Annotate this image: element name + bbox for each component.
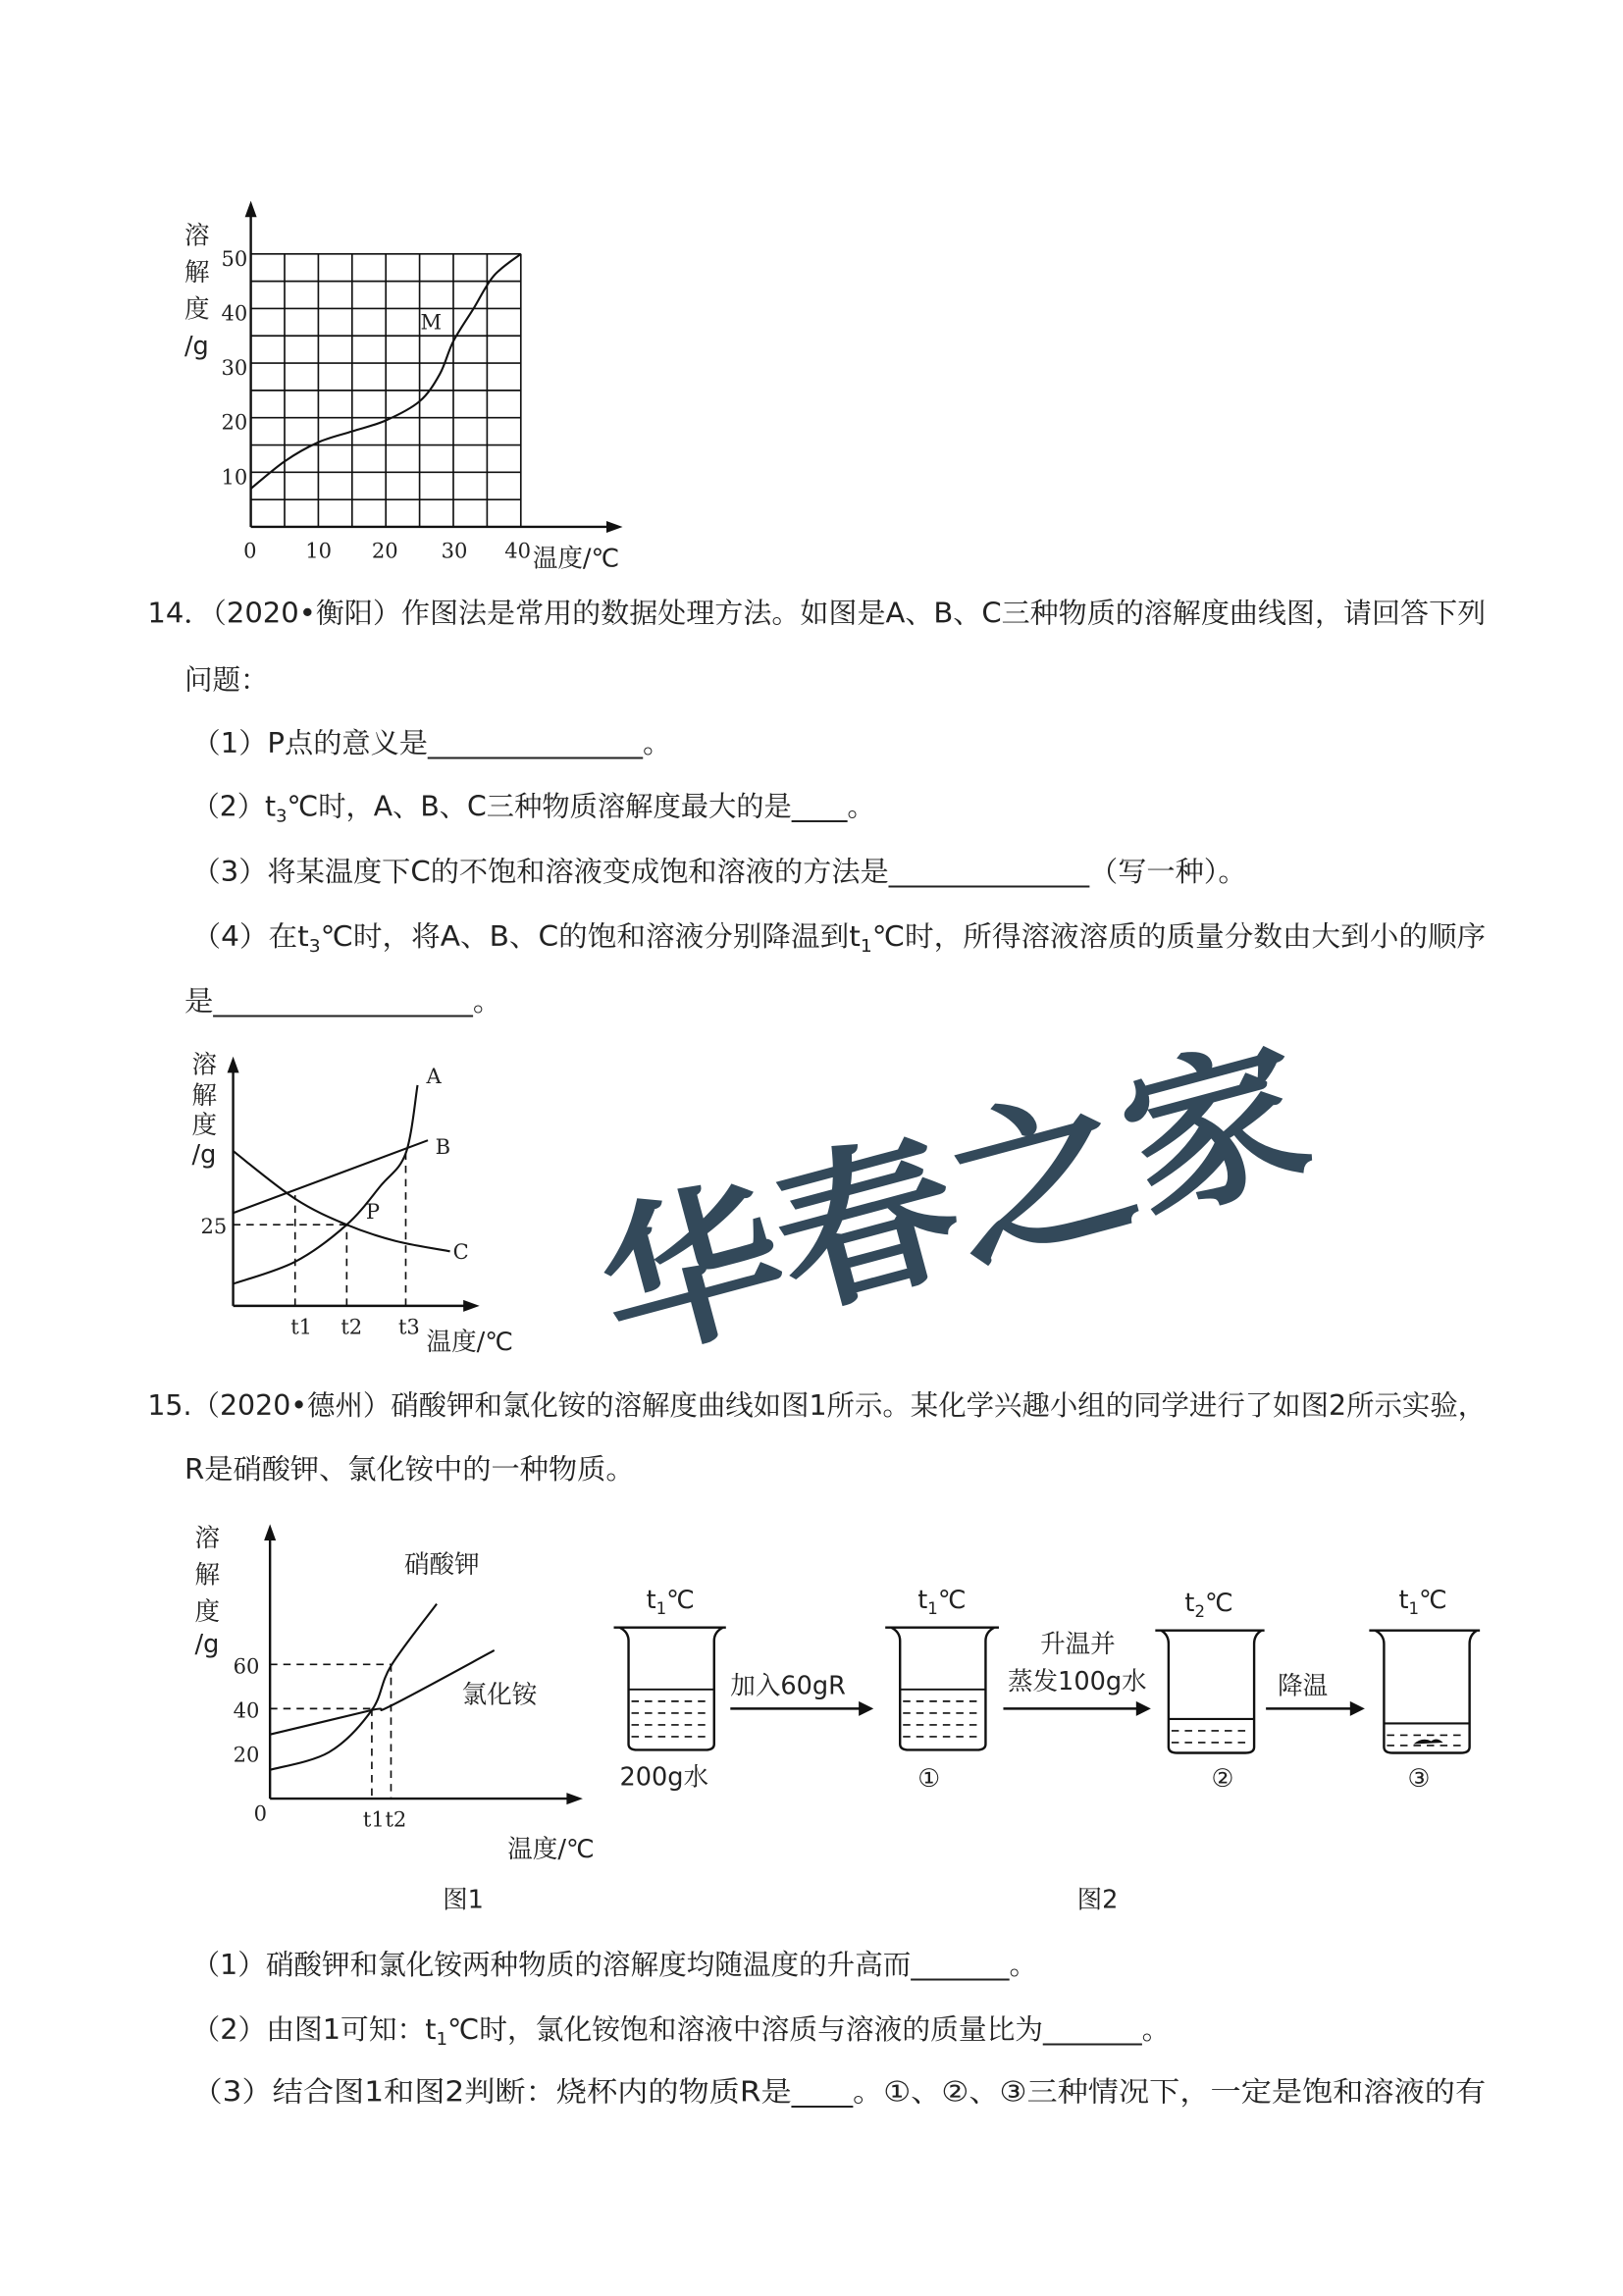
beaker-label: ③ [1407,1764,1431,1795]
y-label: 溶 [183,221,210,251]
beaker-label: 200g水 [619,1762,709,1793]
y-tick: 40 [221,300,248,326]
arrow-right-icon [1350,1701,1365,1716]
y-label: 解 [194,1560,221,1591]
x-label: 温度/℃ [532,544,620,574]
arrow-right-icon [1136,1701,1151,1716]
q15-part1: （1）硝酸钾和氯化铵两种物质的溶解度均随温度的升高而_______。 [191,1948,1038,1982]
series-label-a: A [426,1063,442,1088]
beaker-temp: $t_1℃$ [646,1586,695,1619]
beaker-label: ② [1211,1764,1234,1795]
q14-part3: （3）将某温度下C的不饱和溶液变成饱和溶液的方法是______________（写一种）。 [191,854,1247,888]
series-label-c: C [452,1238,469,1264]
solubility-chart-m [184,201,623,574]
x-tick: 0 [243,538,257,563]
beaker-3 [1369,1631,1480,1753]
y-tick: 50 [221,245,248,271]
figure2-caption: 图2 [1076,1885,1119,1915]
step-cool: 降温 [1278,1671,1329,1701]
y-tick: 20 [233,1742,260,1767]
point-m-label: M [420,309,443,335]
q14-stem-line2: 问题： [183,662,269,697]
y-tick: 20 [221,409,248,435]
beaker-temp: $t_1℃$ [917,1586,967,1619]
beaker-1 [885,1628,999,1750]
step-heat: 升温并 [1040,1630,1116,1660]
y-axis-arrow-icon [264,1524,276,1540]
solubility-chart-kno3-nh4cl [194,1524,594,1864]
x-tick: 10 [305,538,333,563]
beaker-temp: $t_1℃$ [1398,1586,1447,1619]
curve-a [234,1085,418,1283]
y-tick: 25 [200,1214,228,1239]
q14-part4-cont: 是__________________。 [183,984,502,1018]
y-label: /g [194,1630,220,1660]
x-axis-arrow-icon [566,1793,583,1804]
series-label-b: B [435,1134,451,1160]
series-label-nh4cl: 氯化铵 [461,1680,538,1710]
x-label: 温度/℃ [507,1835,595,1865]
y-axis-arrow-icon [228,1057,239,1073]
q14-stem-line1: 14．（2020•衡阳）作图法是常用的数据处理方法。如图是A、B、C三种物质的溶解度曲线图，请回答下列 [147,596,1487,630]
y-label: 溶 [194,1523,221,1553]
arrows [730,1701,1365,1716]
step-add-r: 加入60gR [730,1671,846,1701]
x-tick: 30 [441,538,468,563]
curve-potassium-nitrate [270,1604,437,1770]
step-evaporate: 蒸发100g水 [1007,1666,1147,1696]
q14-part2: $(2)t_3℃$时，A、B、C三种物质溶解度最大的是____。 [191,789,881,827]
point-p-label: P [365,1199,381,1225]
origin-label: 0 [253,1800,268,1826]
x-axis-arrow-icon [606,521,623,533]
x-label: 温度/℃ [426,1327,513,1357]
y-label: /g [191,1140,217,1171]
y-tick: 40 [233,1697,260,1723]
q15-part3: （3）结合图1和图2判断：烧杯内的物质R是____。①、②、③三种情况下，一定是饱和溶液的有 [191,2074,1487,2109]
y-label: 解 [191,1080,218,1111]
series-label-kno3: 硝酸钾 [403,1550,480,1581]
q15-stem-line1: 15.（2020•德州）硝酸钾和氯化铵的溶解度曲线如图1所示。某化学兴趣小组的同学进行了如图2所示实验， [147,1388,1487,1423]
y-tick: 10 [221,464,248,490]
x-tick: t2 [340,1314,363,1339]
crystal-precipitate-icon [1413,1740,1442,1745]
x-tick: t3 [397,1314,420,1339]
y-label: /g [183,332,209,362]
solubility-chart-abc [191,1050,512,1357]
y-label: 解 [183,257,210,287]
y-tick: 60 [233,1653,260,1679]
x-tick: 20 [371,538,398,563]
x-axis-arrow-icon [463,1300,480,1312]
y-axis-arrow-icon [245,201,257,218]
y-tick: 30 [221,355,248,381]
q15-stem-line2: R是硝酸钾、氯化铵中的一种物质。 [183,1451,635,1486]
y-label: 度 [194,1597,221,1628]
curve-b [234,1140,428,1213]
beaker-temp: $t_2℃$ [1184,1589,1233,1622]
beaker-start [614,1628,726,1750]
x-tick: t2 [385,1806,407,1832]
q14-part4: （4）在t $_3$℃时，将A、B、C的饱和溶液分别降温到t $_1$℃时，所得溶液溶质的质量分数由大到小的顺序 [191,919,1464,958]
experiment-diagram [614,1586,1481,1794]
arrow-right-icon [859,1701,873,1716]
beaker-2 [1155,1631,1264,1753]
q15-part2: （2）由图1可知：t $_1$℃时，氯化铵饱和溶液中溶质与溶液的质量比为_______。 [191,2012,1166,2051]
q14-part1: （1）P点的意义是_______________。 [191,726,672,760]
beaker-label: ① [917,1764,941,1795]
x-tick: t1 [290,1314,313,1339]
x-tick: 40 [504,538,532,563]
watermark: 华春之家 [580,1030,1269,1388]
x-tick: t1 [362,1806,385,1832]
y-label: 度 [191,1110,218,1140]
figure1-caption: 图1 [443,1885,484,1915]
y-label: 度 [183,294,210,325]
y-label: 溶 [191,1050,218,1080]
curve-ammonium-chloride [270,1650,495,1735]
